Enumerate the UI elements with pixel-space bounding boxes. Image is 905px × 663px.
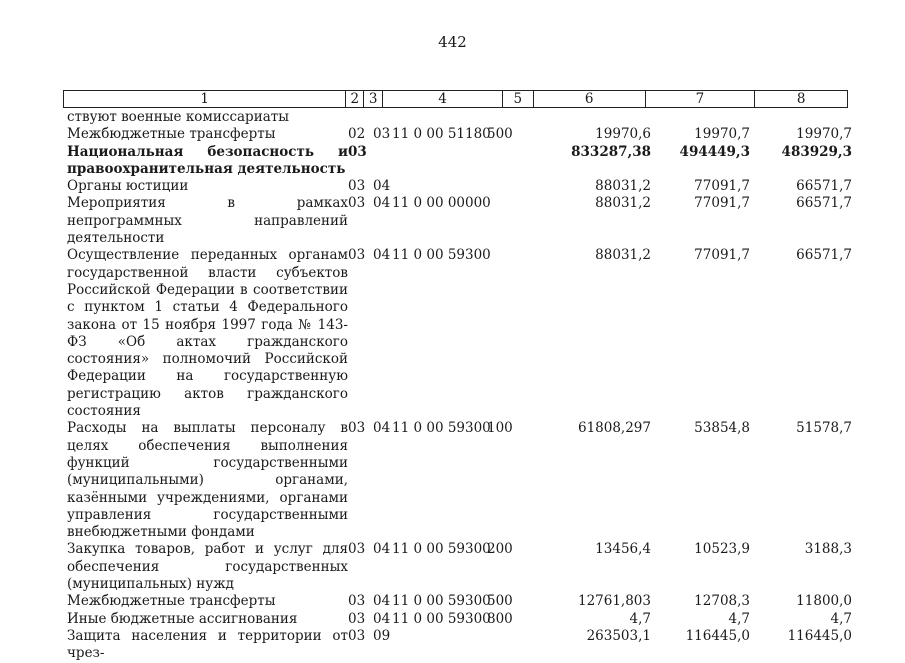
- row-amount-3: 3188,3: [804, 541, 852, 558]
- row-amount-1: 13456,4: [595, 541, 651, 558]
- row-expense-type: [487, 628, 517, 663]
- row-amount-2: 494449,3: [679, 143, 750, 160]
- table-row: [67, 611, 852, 628]
- row-amount-1: 263503,1: [586, 627, 651, 644]
- row-expense-type: [487, 195, 517, 247]
- row-section: 03: [348, 247, 366, 264]
- row-name: Межбюджетные трансферты: [67, 126, 276, 143]
- row-amount-2: 116445,0: [685, 627, 750, 644]
- row-target-code: [392, 178, 487, 195]
- row-subsection: 03: [373, 126, 391, 143]
- row-amount-3: 66571,7: [796, 195, 852, 212]
- table-body: [67, 109, 852, 663]
- row-target-code: 11 0 00 59300: [392, 610, 491, 627]
- row-section: 03: [348, 420, 366, 437]
- row-amount-3: 483929,3: [781, 143, 852, 160]
- row-name: Защита населения и территории от чрез-: [67, 627, 348, 662]
- row-name: Осуществление переданных органам государственной власти субъектов Российской Федерации в соответствии с пунктом 1 статьи 4 Федерального закона от 15 ноября 1997 года № 143-ФЗ «Об актах гражданского состояния» полномочий Российской Федерации на государственную регистрацию актов гражданского состояния: [67, 247, 348, 420]
- row-name: Расходы на выплаты персоналу в целях обеспечения выполнения функций государственными (муниципальными) органами, казёнными учреждениями, органами управления государственными внебюджетными фондами: [67, 420, 348, 541]
- row-amount-3: 66571,7: [796, 178, 852, 195]
- row-amount-1: 88031,2: [595, 247, 651, 264]
- row-amount-2: 10523,9: [694, 541, 750, 558]
- row-amount-2: 19970,7: [694, 126, 750, 143]
- header-col-2: 2: [346, 91, 364, 107]
- row-expense-type: 800: [487, 610, 513, 627]
- row-target-code: 11 0 00 51180: [392, 126, 491, 143]
- row-subsection: 04: [373, 178, 391, 195]
- row-name: ствуют военные комиссариаты: [67, 109, 289, 125]
- row-expense-type: [487, 178, 517, 195]
- row-target-code: 11 0 00 59300: [392, 541, 491, 558]
- header-col-5: 5: [503, 91, 534, 107]
- header-col-7: 7: [646, 91, 756, 107]
- row-amount-2: 53854,8: [694, 420, 750, 437]
- row-name: Мероприятия в рамках непрограммных направлений деятельности: [67, 195, 348, 247]
- row-name: Межбюджетные трансферты: [67, 593, 276, 610]
- row-amount-3: 66571,7: [796, 247, 852, 264]
- row-target-code: 11 0 00 59300: [392, 247, 491, 264]
- table-row: [67, 628, 852, 663]
- row-amount-1: 833287,38: [571, 143, 651, 160]
- row-section: 03: [348, 143, 367, 160]
- row-amount-1: 12761,803: [577, 593, 651, 610]
- row-subsection: [373, 144, 392, 179]
- row-target-code: 11 0 00 59300: [392, 593, 491, 610]
- row-amount-3: 4,7: [830, 610, 852, 627]
- row-section: 03: [348, 593, 366, 610]
- row-name: Иные бюджетные ассигнования: [67, 610, 298, 627]
- row-subsection: 04: [373, 593, 391, 610]
- page-number: 442: [438, 33, 467, 51]
- row-section: 03: [348, 195, 366, 212]
- row-section: 03: [348, 627, 366, 644]
- row-amount-1: 88031,2: [595, 178, 651, 195]
- row-subsection: 04: [373, 247, 391, 264]
- row-expense-type: [487, 247, 517, 420]
- row-amount-3: 116445,0: [787, 627, 852, 644]
- row-subsection: 04: [373, 195, 391, 212]
- row-name: Национальная безопасность и правоохранительная деятельность: [67, 143, 348, 177]
- row-amount-2: 12708,3: [694, 593, 750, 610]
- row-target-code: [392, 628, 487, 663]
- row-target-code: 11 0 00 00000: [392, 195, 491, 212]
- header-col-3: 3: [364, 91, 383, 107]
- row-amount-2: 77091,7: [694, 195, 750, 212]
- table-row: [67, 541, 852, 593]
- row-section: 03: [348, 541, 366, 558]
- row-subsection: 04: [373, 541, 391, 558]
- header-col-8: 8: [796, 91, 806, 107]
- row-amount-1: 19970,6: [595, 126, 651, 143]
- row-section: 03: [348, 610, 366, 627]
- header-col-1: 1: [64, 91, 346, 107]
- row-amount-1: 88031,2: [595, 195, 651, 212]
- row-amount-3: 51578,7: [796, 420, 852, 437]
- row-expense-type: 500: [487, 593, 513, 610]
- row-target-code: 11 0 00 59300: [392, 420, 491, 437]
- table-row: [67, 126, 852, 143]
- row-expense-type: 200: [487, 541, 513, 558]
- table-header: [63, 90, 848, 108]
- header-col-6: 6: [534, 91, 646, 107]
- table-row: [67, 144, 852, 179]
- table-row: [67, 195, 852, 247]
- row-amount-1: 61808,297: [577, 420, 651, 437]
- row-expense-type: [487, 144, 517, 179]
- row-section: 02: [348, 126, 366, 143]
- row-subsection: 04: [373, 610, 391, 627]
- table-row: [67, 178, 852, 195]
- row-amount-1: 4,7: [629, 610, 651, 627]
- row-amount-2: 77091,7: [694, 247, 750, 264]
- table-row: [67, 109, 852, 126]
- row-expense-type: 100: [487, 420, 513, 437]
- row-subsection: 04: [373, 420, 391, 437]
- row-expense-type: 500: [487, 126, 513, 143]
- row-amount-3: 19970,7: [796, 126, 852, 143]
- row-section: 03: [348, 178, 366, 195]
- table-row: [67, 247, 852, 420]
- row-name: Закупка товаров, работ и услуг для обеспечения государственных (муниципальных) нужд: [67, 541, 348, 593]
- row-subsection: 09: [373, 627, 391, 644]
- table-row: [67, 593, 852, 610]
- row-target-code: [392, 144, 487, 179]
- row-amount-2: 4,7: [728, 610, 750, 627]
- header-col-4: 4: [383, 91, 503, 107]
- row-amount-3: 11800,0: [796, 593, 852, 610]
- row-amount-2: 77091,7: [694, 178, 750, 195]
- table-row: [67, 420, 852, 541]
- row-name: Органы юстиции: [67, 178, 189, 195]
